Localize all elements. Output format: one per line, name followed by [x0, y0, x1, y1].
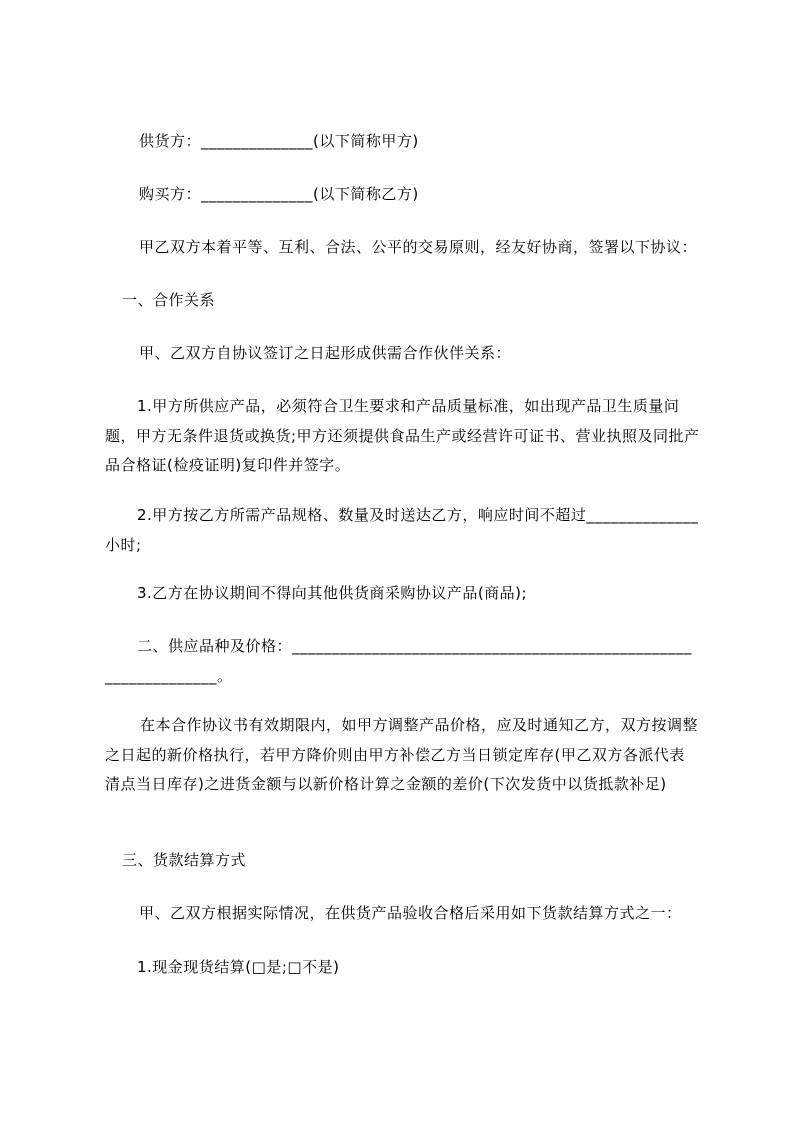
section-1-item-2: 2.甲方按乙方所需产品规格、数量及时送达乙方，响应时间不超过______________小时;	[105, 506, 699, 554]
section-1-item-3: 3.乙方在协议期间不得向其他供货商采购协议产品(商品);	[137, 584, 528, 602]
section-1-intro: 甲、乙双方自协议签订之日起形成供需合作伙伴关系：	[139, 344, 512, 362]
supplier-line: 供货方：______________(以下简称甲方)	[139, 132, 419, 150]
preamble: 甲乙双方本着平等、互利、合法、公平的交易原则，经友好协商，签署以下协议：	[139, 238, 698, 256]
section-3-item-1: 1.现金现货结算(□是;□不是)	[137, 958, 340, 976]
section-2-heading: 二、供应品种及价格：__________________________________________________	[137, 637, 693, 655]
section-1-heading: 一、合作关系	[122, 291, 216, 309]
section-2-body: 在本合作协议书有效期限内，如甲方调整产品价格，应及时通知乙方，双方按调整之日起的新价格执行，若甲方降价则由甲方补偿乙方当日锁定库存(甲乙双方各派代表清点当日库存)之进货金额与以新价格计算之金额的差价(下次发货中以货抵款补足)	[105, 716, 699, 793]
section-2-heading-continuation: ______________。	[105, 667, 233, 685]
section-3-heading: 三、货款结算方式	[122, 851, 247, 869]
section-3-intro: 甲、乙双方根据实际情况，在供货产品验收合格后采用如下货款结算方式之一：	[139, 904, 682, 922]
section-1-item-1: 1.甲方所供应产品，必须符合卫生要求和产品质量标准，如出现产品卫生质量问题，甲方无条件退货或换货;甲方还须提供食品生产或经营许可证书、营业执照及同批产品合格证(检疫证明)复印件并签字。	[105, 397, 700, 474]
buyer-line: 购买方：______________(以下简称乙方)	[139, 185, 419, 203]
